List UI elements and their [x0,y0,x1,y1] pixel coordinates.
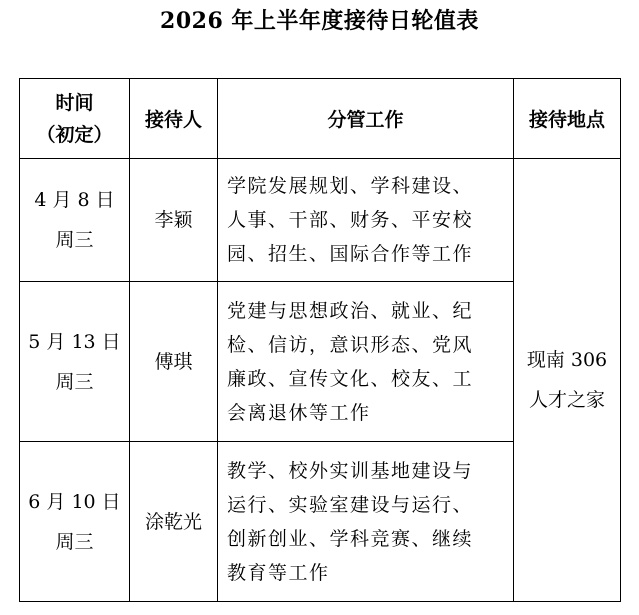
header-time-label: 时间 [55,91,94,114]
date-cell [20,159,130,282]
weekday-text: 周三 [55,530,94,553]
work-line: 会离退休等工作 [227,401,371,424]
date-text: 6 月 10 日 [28,490,121,513]
work-line: 党建与思想政治、就业、纪 [227,299,474,322]
header-place: 接待地点 [514,79,621,159]
table-row [20,159,621,282]
place-name: 人才之家 [528,389,605,411]
work-line: 运行、实验室建设与运行、 [227,493,474,516]
date-text: 5 月 13 日 [28,330,121,353]
weekday-text: 周三 [55,229,94,251]
person-cell: 傅琪 [130,282,218,442]
place-room: 现南 306 [526,349,608,371]
work-line: 教育等工作 [227,561,330,584]
work-line: 检、信访，意识形态、党风 [227,333,474,356]
date-cell [20,442,130,602]
table-header-row [20,79,621,159]
header-time-note: （初定） [36,123,113,146]
work-line: 园、招生、国际合作等工作 [227,243,474,265]
place-cell [514,159,621,602]
work-cell [218,282,514,442]
work-line: 教学、校外实训基地建设与 [227,459,474,482]
work-cell [218,442,514,602]
weekday-text: 周三 [55,370,94,393]
work-line: 学院发展规划、学科建设、 [227,175,474,197]
date-text: 4 月 8 日 [34,189,115,211]
header-work: 分管工作 [218,79,514,159]
header-person: 接待人 [130,79,218,159]
header-time [20,79,130,159]
work-cell [218,159,514,282]
person-cell: 涂乾光 [130,442,218,602]
date-cell [20,282,130,442]
work-line: 创新创业、学科竞赛、继续 [227,527,474,550]
page-title: 2026 年上半年度接待日轮值表 [160,8,479,34]
work-line: 人事、干部、财务、平安校 [227,209,474,231]
duty-table [19,78,621,602]
work-line: 廉政、宣传文化、校友、工 [227,367,474,390]
person-cell: 李颖 [130,159,218,282]
